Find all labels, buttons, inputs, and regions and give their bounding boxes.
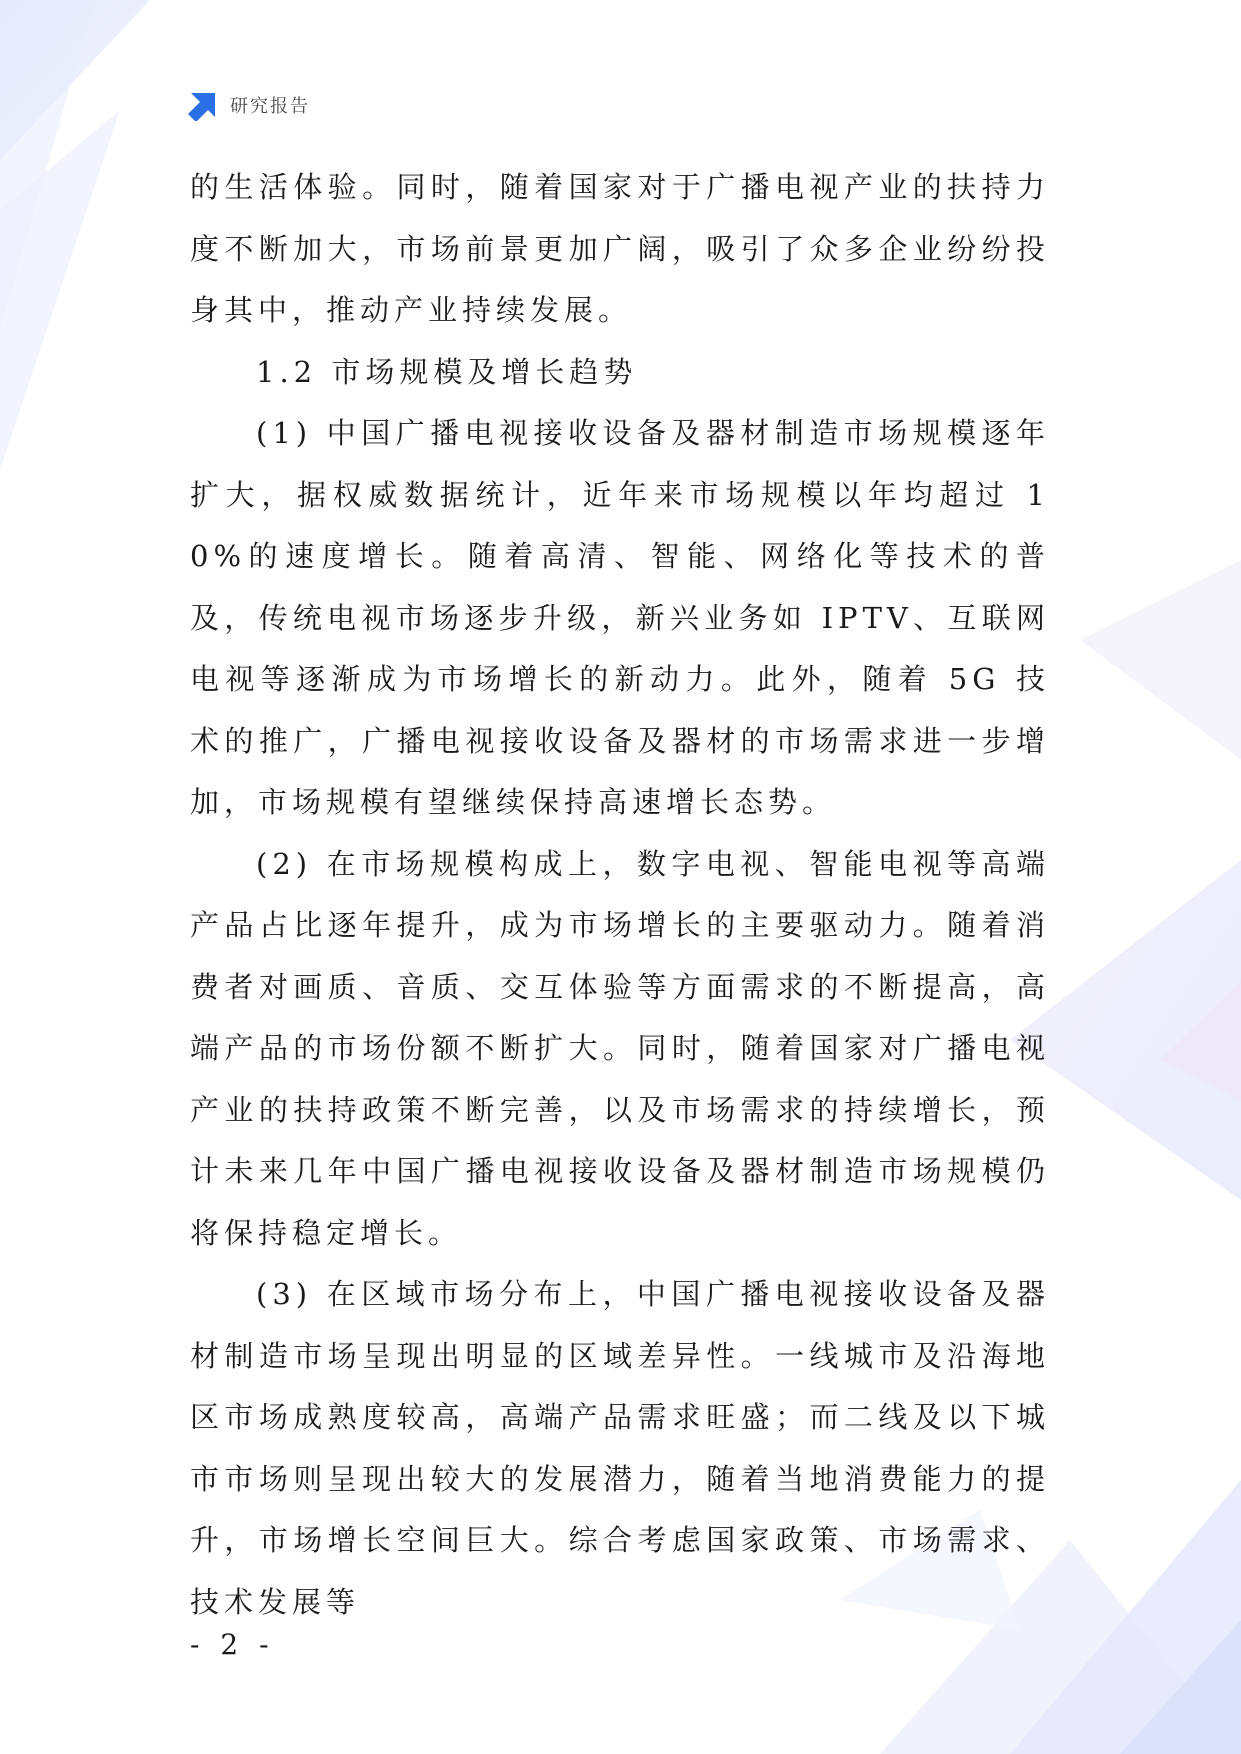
paragraph-continuation: 的生活体验。同时，随着国家对于广播电视产业的扶持力度不断加大，市场前景更加广阔，吸引了众多企业纷纷投身其中，推动产业持续发展。 bbox=[190, 170, 1050, 327]
document-body bbox=[190, 157, 1050, 1633]
report-header bbox=[187, 88, 310, 121]
paragraph-item-1: (1) 中国广播电视接收设备及器材制造市场规模逐年扩大，据权威数据统计，近年来市场规模以年均超过 10%的速度增长。随着高清、智能、网络化等技术的普及，传统电视市场逐步升级，新兴业务如 IPTV、互联网电视等逐渐成为市场增长的新动力。此外，随着 5G 技术的推广，广播电视接收设备及器材的市场需求进一步增加，市场规模有望继续保持高速增长态势。 bbox=[190, 416, 1050, 819]
paragraph-item-3: (3) 在区域市场分布上，中国广播电视接收设备及器材制造市场呈现出明显的区域差异性。一线城市及沿海地区市场成熟度较高，高端产品需求旺盛；而二线及以下城市市场则呈现出较大的发展潜力，随着当地消费能力的提升，市场增长空间巨大。综合考虑国家政策、市场需求、技术发展等 bbox=[190, 1277, 1050, 1619]
page-number: - 2 - bbox=[190, 1628, 275, 1661]
section-heading: 1.2 市场规模及增长趋势 bbox=[256, 354, 638, 389]
paragraph-item-2: (2) 在市场规模构成上，数字电视、智能电视等高端产品占比逐年提升，成为市场增长的主要驱动力。随着消费者对画质、音质、交互体验等方面需求的不断提高，高端产品的市场份额不断扩大。同时，随着国家对广播电视产业的扶持政策不断完善，以及市场需求的持续增长，预计未来几年中国广播电视接收设备及器材制造市场规模仍将保持稳定增长。 bbox=[190, 846, 1050, 1250]
report-type-label: 研究报告 bbox=[230, 95, 310, 117]
arrow-up-right-icon bbox=[187, 88, 220, 121]
